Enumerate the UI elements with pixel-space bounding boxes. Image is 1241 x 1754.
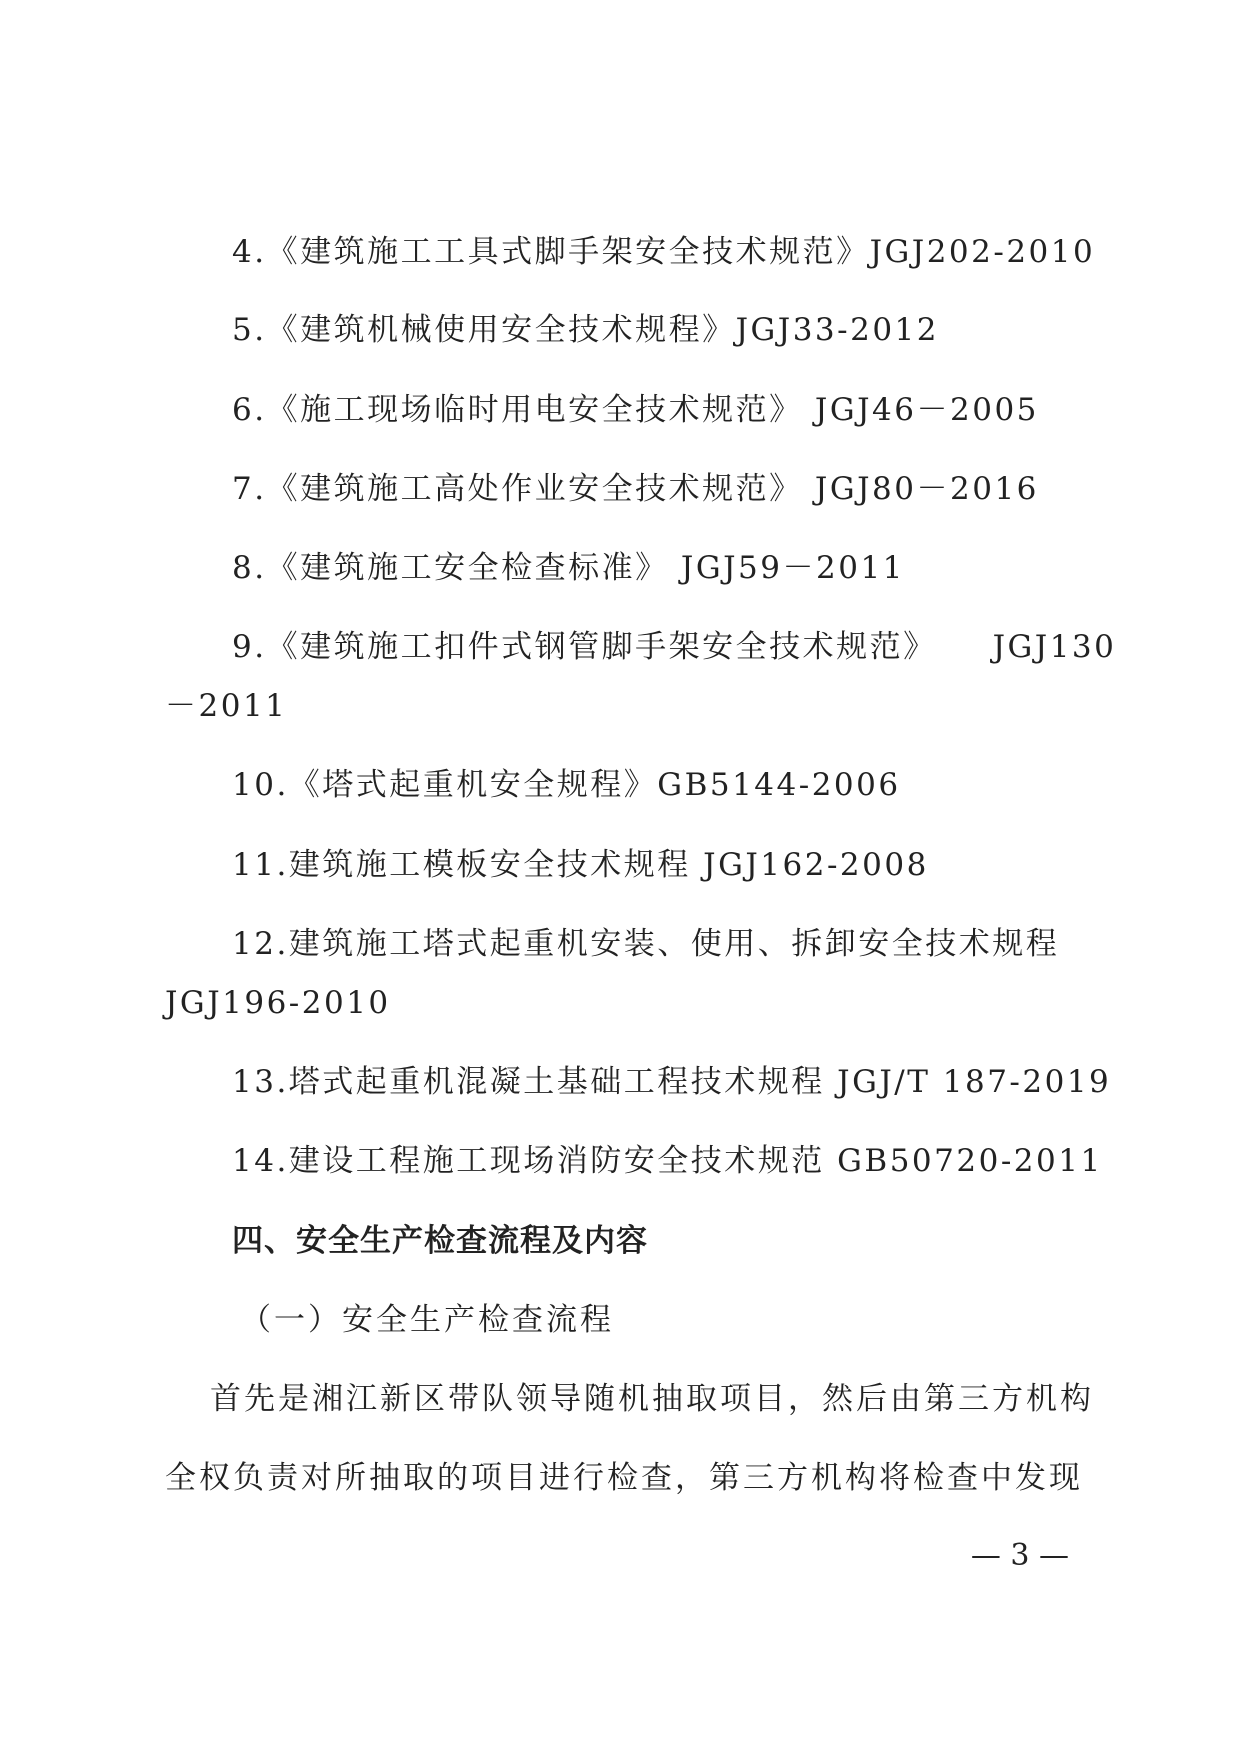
reference-item-13: 13.塔式起重机混凝土基础工程技术规程 JGJ/T 187-2019 bbox=[232, 1064, 1112, 1100]
page-number: — 3 — bbox=[970, 1538, 1069, 1573]
reference-item-4: 4.《建筑施工工具式脚手架安全技术规范》JGJ202-2010 bbox=[232, 234, 1096, 270]
reference-item-12: 12.建筑施工塔式起重机安装、使用、拆卸安全技术规程 bbox=[232, 926, 1060, 962]
reference-item-10: 10.《塔式起重机安全规程》GB5144-2006 bbox=[232, 767, 901, 803]
reference-item-9-code: JGJ130 bbox=[992, 629, 1117, 665]
section-heading: 四、安全生产检查流程及内容 bbox=[232, 1223, 648, 1259]
reference-item-7: 7.《建筑施工高处作业安全技术规范》 JGJ80－2016 bbox=[232, 471, 1039, 507]
reference-item-9-title: 9.《建筑施工扣件式钢管脚手架安全技术规范》 bbox=[232, 629, 937, 665]
reference-item-6: 6.《施工现场临时用电安全技术规范》 JGJ46－2005 bbox=[232, 392, 1039, 428]
paragraph-line-1: 首先是湘江新区带队领导随机抽取项目，然后由第三方机构 bbox=[210, 1381, 1094, 1417]
reference-item-5: 5.《建筑机械使用安全技术规程》JGJ33-2012 bbox=[232, 312, 940, 348]
reference-item-9 bbox=[232, 627, 1116, 667]
reference-item-11: 11.建筑施工模板安全技术规程 JGJ162-2008 bbox=[232, 847, 929, 883]
paragraph-line-2: 全权负责对所抽取的项目进行检查，第三方机构将检查中发现 bbox=[165, 1460, 1083, 1496]
reference-item-14: 14.建设工程施工现场消防安全技术规范 GB50720-2011 bbox=[232, 1143, 1103, 1179]
reference-item-12-continuation: JGJ196-2010 bbox=[165, 985, 391, 1021]
reference-item-9-continuation: －2011 bbox=[165, 688, 288, 724]
subsection-heading: （一）安全生产检查流程 bbox=[240, 1302, 614, 1338]
reference-item-8: 8.《建筑施工安全检查标准》 JGJ59－2011 bbox=[232, 550, 905, 586]
